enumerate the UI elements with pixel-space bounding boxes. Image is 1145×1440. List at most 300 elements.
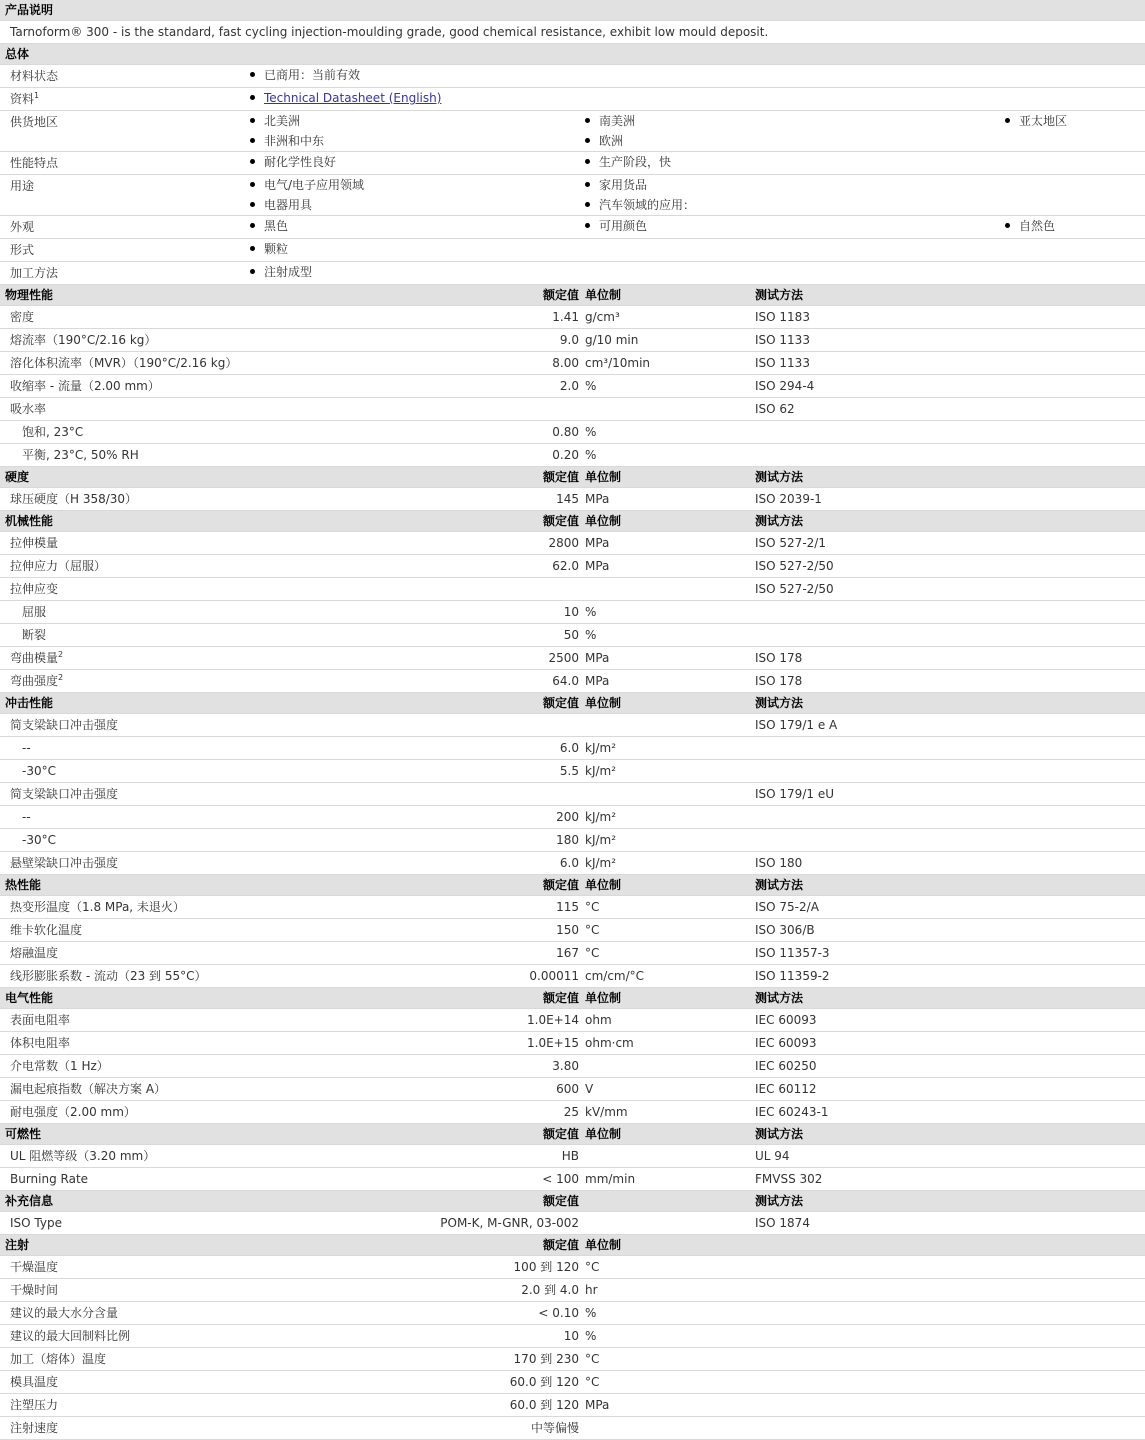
property-value: 2800	[250, 532, 585, 555]
property-row	[0, 1078, 1145, 1101]
general-col	[250, 65, 585, 88]
general-label-text: 资料	[10, 92, 35, 106]
test-method	[755, 1325, 1005, 1348]
property-label	[0, 421, 250, 444]
spacer-cell	[1005, 329, 1145, 352]
column-header-test: 测试方法	[755, 467, 1005, 488]
property-value: 0.20	[250, 444, 585, 467]
test-method	[755, 421, 1005, 444]
property-label	[0, 601, 250, 624]
property-label-text: 建议的最大回制料比例	[10, 1329, 131, 1343]
property-unit: %	[585, 1302, 755, 1325]
property-label-text: 热变形温度（1.8 MPa, 未退火）	[10, 900, 185, 914]
property-row	[0, 919, 1145, 942]
property-unit: %	[585, 421, 755, 444]
property-value: 中等偏慢	[250, 1417, 585, 1440]
bullet-item: 南美洲	[585, 111, 1005, 131]
section-title: 产品说明	[0, 0, 1145, 21]
property-value: 10	[250, 601, 585, 624]
test-method: UL 94	[755, 1145, 1005, 1168]
property-value: < 100	[250, 1168, 585, 1191]
property-unit: g/cm³	[585, 306, 755, 329]
section-header-description	[0, 0, 1145, 21]
property-unit	[585, 714, 755, 737]
bullet-item	[250, 88, 585, 108]
property-unit: mm/min	[585, 1168, 755, 1191]
property-value: 6.0	[250, 852, 585, 875]
general-row	[0, 88, 1145, 111]
property-label-text: 悬壁梁缺口冲击强度	[10, 856, 119, 870]
property-value: 10	[250, 1325, 585, 1348]
property-label-text: 表面电阻率	[10, 1013, 71, 1027]
property-value: 1.0E+15	[250, 1032, 585, 1055]
property-label-text: 溶化体积流率（MVR）（190°C/2.16 kg）	[10, 356, 238, 370]
test-method: IEC 60250	[755, 1055, 1005, 1078]
property-unit	[585, 578, 755, 601]
section-title: 电气性能	[0, 988, 250, 1009]
spacer-cell	[1005, 578, 1145, 601]
property-label	[0, 714, 250, 737]
datasheet-link[interactable]: Technical Datasheet (English)	[264, 91, 442, 105]
property-unit: %	[585, 375, 755, 398]
spacer-cell	[1005, 852, 1145, 875]
property-value: 200	[250, 806, 585, 829]
spacer-cell	[1005, 1145, 1145, 1168]
spacer-cell	[1005, 965, 1145, 988]
property-unit	[585, 1145, 755, 1168]
property-label	[0, 806, 250, 829]
property-label-text: 介电常数（1 Hz）	[10, 1059, 109, 1073]
test-method	[755, 1279, 1005, 1302]
property-unit	[585, 1055, 755, 1078]
general-col	[585, 175, 1005, 216]
spacer-cell	[1005, 1394, 1145, 1417]
property-label-text: 简支梁缺口冲击强度	[10, 787, 119, 801]
property-label	[0, 1009, 250, 1032]
property-value: 1.41	[250, 306, 585, 329]
property-label-text: --	[22, 741, 31, 755]
bullet-item: 亚太地区	[1005, 111, 1145, 131]
general-col	[585, 88, 1005, 111]
column-header-unit: 单位制	[585, 1124, 755, 1145]
property-unit	[585, 783, 755, 806]
property-label	[0, 852, 250, 875]
general-col	[1005, 65, 1145, 88]
property-label	[0, 942, 250, 965]
property-row	[0, 942, 1145, 965]
spacer-cell	[1005, 1279, 1145, 1302]
general-label	[0, 175, 250, 216]
property-row	[0, 1212, 1145, 1235]
property-unit: %	[585, 624, 755, 647]
column-header-test: 测试方法	[755, 875, 1005, 896]
test-method	[755, 760, 1005, 783]
column-header-value: 额定值	[250, 988, 585, 1009]
test-method: ISO 11357-3	[755, 942, 1005, 965]
property-row	[0, 601, 1145, 624]
general-label	[0, 262, 250, 285]
property-label-text: 拉伸模量	[10, 536, 59, 550]
spacer-cell	[1005, 532, 1145, 555]
property-label-text: 熔流率（190°C/2.16 kg）	[10, 333, 157, 347]
general-label-text: 供货地区	[10, 115, 59, 129]
spacer-cell	[1005, 1256, 1145, 1279]
test-method: ISO 62	[755, 398, 1005, 421]
property-row	[0, 375, 1145, 398]
property-label	[0, 329, 250, 352]
test-method: ISO 527-2/50	[755, 578, 1005, 601]
test-method	[755, 1302, 1005, 1325]
test-method: ISO 527-2/50	[755, 555, 1005, 578]
description-text: Tarnoform® 300 - is the standard, fast cycling injection-moulding grade, good chemical resistance, exhibit low mould deposit.	[0, 21, 1145, 44]
test-method: ISO 306/B	[755, 919, 1005, 942]
property-row	[0, 555, 1145, 578]
column-header-test: 测试方法	[755, 1124, 1005, 1145]
property-row	[0, 329, 1145, 352]
property-value: 3.80	[250, 1055, 585, 1078]
property-row	[0, 1032, 1145, 1055]
property-label	[0, 1032, 250, 1055]
section-header	[0, 988, 1145, 1009]
property-value	[250, 783, 585, 806]
test-method: ISO 1183	[755, 306, 1005, 329]
test-method	[755, 624, 1005, 647]
spacer-cell	[1005, 760, 1145, 783]
general-row	[0, 111, 1145, 152]
test-method: ISO 2039-1	[755, 488, 1005, 511]
bullet-item: 电气/电子应用领域	[250, 175, 585, 195]
property-value: 2500	[250, 647, 585, 670]
property-label-text: 线形膨胀系数 - 流动（23 到 55°C）	[10, 969, 207, 983]
spacer-cell	[1005, 421, 1145, 444]
property-unit: MPa	[585, 532, 755, 555]
test-method: ISO 1133	[755, 352, 1005, 375]
column-header-value: 额定值	[250, 467, 585, 488]
bullet-item: 黑色	[250, 216, 585, 236]
property-label	[0, 1256, 250, 1279]
bullet-item: 家用货品	[585, 175, 1005, 195]
section-header	[0, 1124, 1145, 1145]
general-row	[0, 262, 1145, 285]
spacer-cell	[1005, 1417, 1145, 1440]
spacer-cell	[1005, 1078, 1145, 1101]
property-value: 1.0E+14	[250, 1009, 585, 1032]
section-header	[0, 1235, 1145, 1256]
general-col	[250, 175, 585, 216]
general-col	[1005, 111, 1145, 152]
property-unit: °C	[585, 1256, 755, 1279]
bullet-item: 北美洲	[250, 111, 585, 131]
property-unit: °C	[585, 1348, 755, 1371]
property-unit: hr	[585, 1279, 755, 1302]
bullet-item: 可用颜色	[585, 216, 1005, 236]
property-value: 50	[250, 624, 585, 647]
property-row	[0, 578, 1145, 601]
property-label-text: -30°C	[22, 833, 56, 847]
footnote-marker: 1	[34, 91, 40, 100]
spacer-cell	[1005, 1055, 1145, 1078]
property-row	[0, 760, 1145, 783]
column-header-test: 测试方法	[755, 988, 1005, 1009]
property-label-text: 弯曲模量	[10, 651, 59, 665]
column-header-value: 额定值	[250, 285, 585, 306]
test-method	[755, 737, 1005, 760]
property-label-text: 熔融温度	[10, 946, 59, 960]
property-unit: kJ/m²	[585, 829, 755, 852]
property-label	[0, 375, 250, 398]
spacer-cell	[1005, 1212, 1145, 1235]
spacer-cell	[1005, 306, 1145, 329]
property-row	[0, 1145, 1145, 1168]
property-label-text: 模具温度	[10, 1375, 59, 1389]
bullet-item: 汽车领域的应用：	[585, 195, 1005, 215]
property-row	[0, 783, 1145, 806]
property-value: POM-K, M-GNR, 03-002	[250, 1212, 585, 1235]
property-row	[0, 852, 1145, 875]
property-label-text: --	[22, 810, 31, 824]
spacer-cell	[1005, 511, 1145, 532]
property-label	[0, 647, 250, 670]
test-method	[755, 1394, 1005, 1417]
property-unit: %	[585, 601, 755, 624]
general-label-text: 形式	[10, 243, 35, 257]
general-col	[250, 262, 585, 285]
property-label	[0, 578, 250, 601]
general-label-text: 外观	[10, 220, 35, 234]
test-method: ISO 179/1 eU	[755, 783, 1005, 806]
section-header	[0, 511, 1145, 532]
property-value: 5.5	[250, 760, 585, 783]
bullet-item: 非洲和中东	[250, 131, 585, 151]
general-row	[0, 216, 1145, 239]
general-col	[585, 65, 1005, 88]
property-label-text: 简支梁缺口冲击强度	[10, 718, 119, 732]
property-unit: MPa	[585, 1394, 755, 1417]
property-label-text: 饱和, 23°C	[22, 425, 84, 439]
property-unit: %	[585, 1325, 755, 1348]
property-unit: °C	[585, 896, 755, 919]
general-col	[585, 111, 1005, 152]
property-unit: kJ/m²	[585, 737, 755, 760]
general-col	[1005, 239, 1145, 262]
property-value: HB	[250, 1145, 585, 1168]
property-row	[0, 488, 1145, 511]
test-method: ISO 179/1 e A	[755, 714, 1005, 737]
test-method: IEC 60112	[755, 1078, 1005, 1101]
property-label-text: 拉伸应变	[10, 582, 59, 596]
column-header-value: 额定值	[250, 875, 585, 896]
property-row	[0, 1394, 1145, 1417]
general-label	[0, 216, 250, 239]
section-header	[0, 467, 1145, 488]
spacer-cell	[1005, 352, 1145, 375]
general-col	[585, 262, 1005, 285]
bullet-item: 生产阶段，快	[585, 152, 1005, 172]
property-row	[0, 1101, 1145, 1124]
property-value: 0.80	[250, 421, 585, 444]
property-row	[0, 670, 1145, 693]
property-unit: cm³/10min	[585, 352, 755, 375]
property-value	[250, 398, 585, 421]
property-label	[0, 306, 250, 329]
property-row	[0, 1325, 1145, 1348]
property-unit: °C	[585, 942, 755, 965]
test-method: ISO 294-4	[755, 375, 1005, 398]
property-label	[0, 1145, 250, 1168]
property-value: 25	[250, 1101, 585, 1124]
spacer-cell	[1005, 398, 1145, 421]
test-method: ISO 11359-2	[755, 965, 1005, 988]
property-label-text: 拉伸应力（屈服）	[10, 559, 107, 573]
column-header-value: 额定值	[250, 1124, 585, 1145]
section-header-general	[0, 44, 1145, 65]
general-label-text: 材料状态	[10, 69, 59, 83]
section-title: 注射	[0, 1235, 250, 1256]
property-row	[0, 1417, 1145, 1440]
property-value	[250, 714, 585, 737]
general-col	[1005, 175, 1145, 216]
test-method	[755, 829, 1005, 852]
property-label-text: 弯曲强度	[10, 674, 59, 688]
property-row	[0, 398, 1145, 421]
property-row	[0, 1348, 1145, 1371]
section-header	[0, 1191, 1145, 1212]
property-label	[0, 1371, 250, 1394]
property-value: 64.0	[250, 670, 585, 693]
property-label	[0, 737, 250, 760]
general-col	[1005, 216, 1145, 239]
property-value: 145	[250, 488, 585, 511]
spacer-cell	[1005, 1325, 1145, 1348]
spacer-cell	[1005, 555, 1145, 578]
property-unit: MPa	[585, 647, 755, 670]
general-label-text: 用途	[10, 179, 35, 193]
test-method	[755, 1348, 1005, 1371]
property-row	[0, 1279, 1145, 1302]
property-row	[0, 1302, 1145, 1325]
property-label	[0, 1212, 250, 1235]
property-row	[0, 829, 1145, 852]
spacer-cell	[1005, 1168, 1145, 1191]
column-header-value: 额定值	[250, 511, 585, 532]
column-header-value: 额定值	[250, 1191, 585, 1212]
property-label-text: 平衡, 23°C, 50% RH	[22, 448, 139, 462]
description-row	[0, 21, 1145, 44]
property-unit	[585, 398, 755, 421]
property-row	[0, 306, 1145, 329]
spacer-cell	[1005, 875, 1145, 896]
test-method: ISO 1133	[755, 329, 1005, 352]
property-unit: °C	[585, 919, 755, 942]
column-header-test: 测试方法	[755, 285, 1005, 306]
column-header-unit: 单位制	[585, 693, 755, 714]
general-label	[0, 65, 250, 88]
property-label	[0, 1055, 250, 1078]
property-label-text: -30°C	[22, 764, 56, 778]
section-title: 冲击性能	[0, 693, 250, 714]
test-method: ISO 1874	[755, 1212, 1005, 1235]
property-label	[0, 896, 250, 919]
property-label	[0, 532, 250, 555]
spacer-cell	[1005, 806, 1145, 829]
property-label	[0, 1302, 250, 1325]
property-value: 170 到 230	[250, 1348, 585, 1371]
property-label-text: 收缩率 - 流量（2.00 mm）	[10, 379, 160, 393]
property-label-text: 断裂	[22, 628, 47, 642]
column-header-unit: 单位制	[585, 1235, 755, 1256]
spacer-cell	[1005, 896, 1145, 919]
spacer-cell	[1005, 1124, 1145, 1145]
column-header-unit: 单位制	[585, 875, 755, 896]
property-label-text: UL 阻燃等级（3.20 mm）	[10, 1149, 156, 1163]
property-unit: kJ/m²	[585, 806, 755, 829]
property-label	[0, 624, 250, 647]
footnote-marker: 2	[58, 673, 64, 682]
property-label	[0, 488, 250, 511]
spacer-cell	[1005, 444, 1145, 467]
spacer-cell	[1005, 375, 1145, 398]
property-label	[0, 398, 250, 421]
bullet-item: 电器用具	[250, 195, 585, 215]
property-value: 150	[250, 919, 585, 942]
spacer-cell	[1005, 783, 1145, 806]
property-unit: °C	[585, 1371, 755, 1394]
property-value: 180	[250, 829, 585, 852]
spacer-cell	[1005, 1348, 1145, 1371]
property-label-text: 干燥时间	[10, 1283, 59, 1297]
property-row	[0, 1168, 1145, 1191]
general-col	[250, 216, 585, 239]
property-value: 0.00011	[250, 965, 585, 988]
test-method	[755, 1417, 1005, 1440]
property-unit	[585, 1212, 755, 1235]
bullet-item: 已商用：当前有效	[250, 65, 585, 85]
column-header-value: 额定值	[250, 1235, 585, 1256]
property-row	[0, 647, 1145, 670]
column-header-test: 测试方法	[755, 1191, 1005, 1212]
column-header-test	[755, 1235, 1005, 1256]
general-label	[0, 152, 250, 175]
spacer-cell	[1005, 988, 1145, 1009]
property-label-text: 体积电阻率	[10, 1036, 71, 1050]
section-title: 可燃性	[0, 1124, 250, 1145]
property-value: 6.0	[250, 737, 585, 760]
property-label	[0, 1078, 250, 1101]
property-unit: ohm	[585, 1009, 755, 1032]
bullet-item: 自然色	[1005, 216, 1145, 236]
general-label	[0, 88, 250, 111]
property-unit: MPa	[585, 488, 755, 511]
property-label-text: 注射速度	[10, 1421, 59, 1435]
property-label	[0, 760, 250, 783]
property-unit: MPa	[585, 670, 755, 693]
property-label-text: 吸水率	[10, 402, 47, 416]
general-col	[585, 216, 1005, 239]
spacer-cell	[1005, 647, 1145, 670]
property-label	[0, 1101, 250, 1124]
property-label	[0, 829, 250, 852]
test-method: ISO 180	[755, 852, 1005, 875]
section-header	[0, 875, 1145, 896]
property-value: 60.0 到 120	[250, 1394, 585, 1417]
property-label	[0, 1325, 250, 1348]
bullet-item: 注射成型	[250, 262, 585, 282]
property-row	[0, 1371, 1145, 1394]
property-label-text: 维卡软化温度	[10, 923, 83, 937]
property-row	[0, 1256, 1145, 1279]
property-label	[0, 1394, 250, 1417]
general-col	[585, 239, 1005, 262]
